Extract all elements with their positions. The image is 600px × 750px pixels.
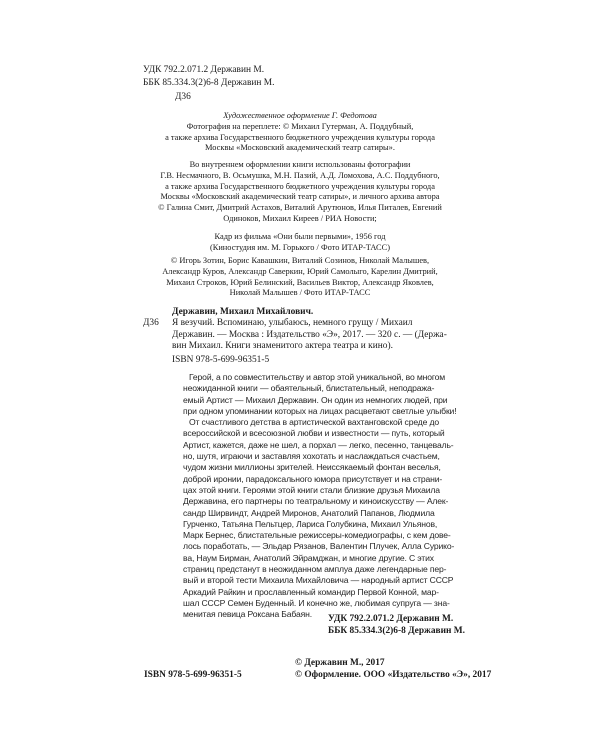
catalog-author: Державин, Михаил Михайлович.: [172, 307, 314, 317]
cover-photo-credit: Фотография на переплете: © Михаил Гутерман, А. Поддубный,: [186, 121, 414, 131]
film-credit-line: Кадр из фильма «Они были первыми», 1956 год: [214, 232, 386, 241]
catalog-line: вин Михаил. Книги знаменитого актера театра и кино).: [172, 341, 393, 352]
catalog-line: Державин. — Москва : Издательство «Э», 2017. — 320 с. — (Держа-: [172, 329, 447, 340]
interior-credits: [130, 160, 470, 225]
annotation-line: Гурченко, Татьяна Пельтцер, Лариса Голубкина, Михаил Ульянов,: [183, 518, 438, 529]
author-mark: Д36: [175, 92, 191, 102]
annotation-line: при одном упоминании которых на лицах расцветают светлые улыбки!: [183, 405, 457, 416]
annotation-line: цах этой книги. Героями этой книги стали близкие друзья Михаила: [183, 484, 440, 495]
annotation-line: ва, Наум Бирман, Анатолий Эйрамджан, и многие другие. С этих: [183, 552, 434, 563]
footer-isbn: ISBN 978-5-699-96351-5: [144, 670, 242, 680]
catalog-isbn: ISBN 978-5-699-96351-5: [172, 355, 270, 365]
annotation-line: Герой, а по совместительству и автор этой уникальной, во многом: [189, 372, 446, 382]
annotation-line: доброй иронии, парадоксального юмора присутствует и на страни-: [183, 473, 443, 484]
annotation-text: [183, 372, 456, 621]
annotation-line: От счастливого детства в артистической вахтанговской среде до: [189, 417, 439, 428]
annotation-line: Державина, его партнеры по театральному и киноискусству — Алек-: [183, 496, 449, 507]
annotation-line: чудом жизни миллионы зрителей. Неиссякаемый фонтан веселья,: [183, 462, 441, 473]
photographer-credits: [130, 256, 470, 299]
catalog-code: Д36: [143, 318, 159, 328]
film-credit-line: (Киностудия им. М. Горького / Фото ИТАР-ТАСС): [209, 242, 391, 252]
interior-credit-line: Москвы «Московский академический театр сатиры», и личного архива автора: [160, 192, 440, 202]
annotation-line: но, шутя, играючи и заставляя хохотать и наслаждаться счастьем,: [183, 451, 440, 462]
design-credit-line: Художественное оформление Г. Федотова: [223, 111, 377, 120]
annotation-line: сандр Ширвиндт, Андрей Миронов, Анатолий Папанов, Людмила: [183, 507, 435, 518]
photographer-line: © Игорь Зотин, Борис Кавашкин, Виталий Созинов, Николай Малышев,: [170, 256, 430, 265]
interior-credit-line: а также архива Государственного бюджетного учреждения культуры города: [165, 181, 435, 191]
photographer-line: Николай Малышев / Фото ИТАР-ТАСС: [229, 288, 371, 298]
annotation-line: всероссийской и всесоюзной любви и известности — путь, который: [183, 428, 445, 439]
annotation-line: лось поработать, — Эльдар Рязанов, Валентин Плучек, Алла Сурико-: [183, 541, 455, 552]
bbk-code: ББК 85.334.3(2)6-8 Державин М.: [143, 78, 275, 88]
annotation-line: страниц предстанут в неожиданном амплуа даже легендарные пер-: [183, 564, 447, 575]
annotation-line: менитая певица Роксана Бабаян.: [183, 609, 312, 620]
copyright-design: © Оформление. ООО «Издательство «Э», 2017: [295, 670, 492, 680]
catalog-line: Я везучий. Вспоминаю, улыбаюсь, немного грущу / Михаил: [172, 318, 413, 328]
annotation-line: вый и второй тести Михаила Михайловича — народный артист СССР: [183, 575, 454, 586]
annotation-line: неожиданной книги — обаятельный, блистательный, неподража-: [183, 383, 435, 394]
photographer-line: Михаил Строков, Юрий Белинский, Васильев Виктор, Александр Яковлев,: [166, 277, 434, 287]
annotation-line: емый Артист — Михаил Державин. Он один из немногих людей, при: [183, 394, 448, 405]
annotation-line: Марк Бернес, блистательные режиссеры-комедиографы, с кем дове-: [183, 530, 451, 541]
bottom-bbk-code: ББК 85.334.3(2)6-8 Державин М.: [328, 626, 465, 636]
film-credit: [130, 232, 470, 254]
cover-photo-credit-cont: а также архива Государственного бюджетного учреждения культуры города: [165, 132, 435, 142]
udk-code: УДК 792.2.071.2 Державин М.: [143, 65, 265, 75]
annotation-line: Артист, кажется, даже не шел, а порхал — легко, песенно, танцеваль-: [183, 439, 454, 450]
interior-credit-line: © Галина Смит, Дмитрий Астахов, Виталий Арутюнов, Илья Питалев, Евгений: [158, 203, 442, 213]
annotation-line: шал СССР Семен Буденный. И конечно же, любимая супруга — зна-: [183, 597, 450, 608]
interior-credit-line: Во внутреннем оформлении книги использованы фотографии: [189, 160, 411, 169]
interior-credit-line: Г.В. Несмачного, В. Осьмушка, М.Н. Пазий, А.Д. Ломохова, А.С. Поддубного,: [160, 170, 440, 180]
copyright-author: © Державин М., 2017: [295, 658, 385, 668]
catalog-description: [172, 318, 447, 353]
cover-photo-credit-end: Москвы «Московский академический театр сатиры».: [205, 143, 395, 153]
design-credits: [130, 111, 470, 154]
bottom-udk-code: УДК 792.2.071.2 Державин М.: [328, 614, 454, 624]
annotation-line: Аркадий Райкин и прославленный командир Первой Конной, мар-: [183, 586, 439, 597]
interior-credit-line: Одиноков, Михаил Киреев / РИА Новости;: [223, 213, 377, 223]
photographer-line: Александр Куров, Александр Саверкин, Юрий Самолыго, Карелин Дмитрий,: [162, 266, 438, 276]
